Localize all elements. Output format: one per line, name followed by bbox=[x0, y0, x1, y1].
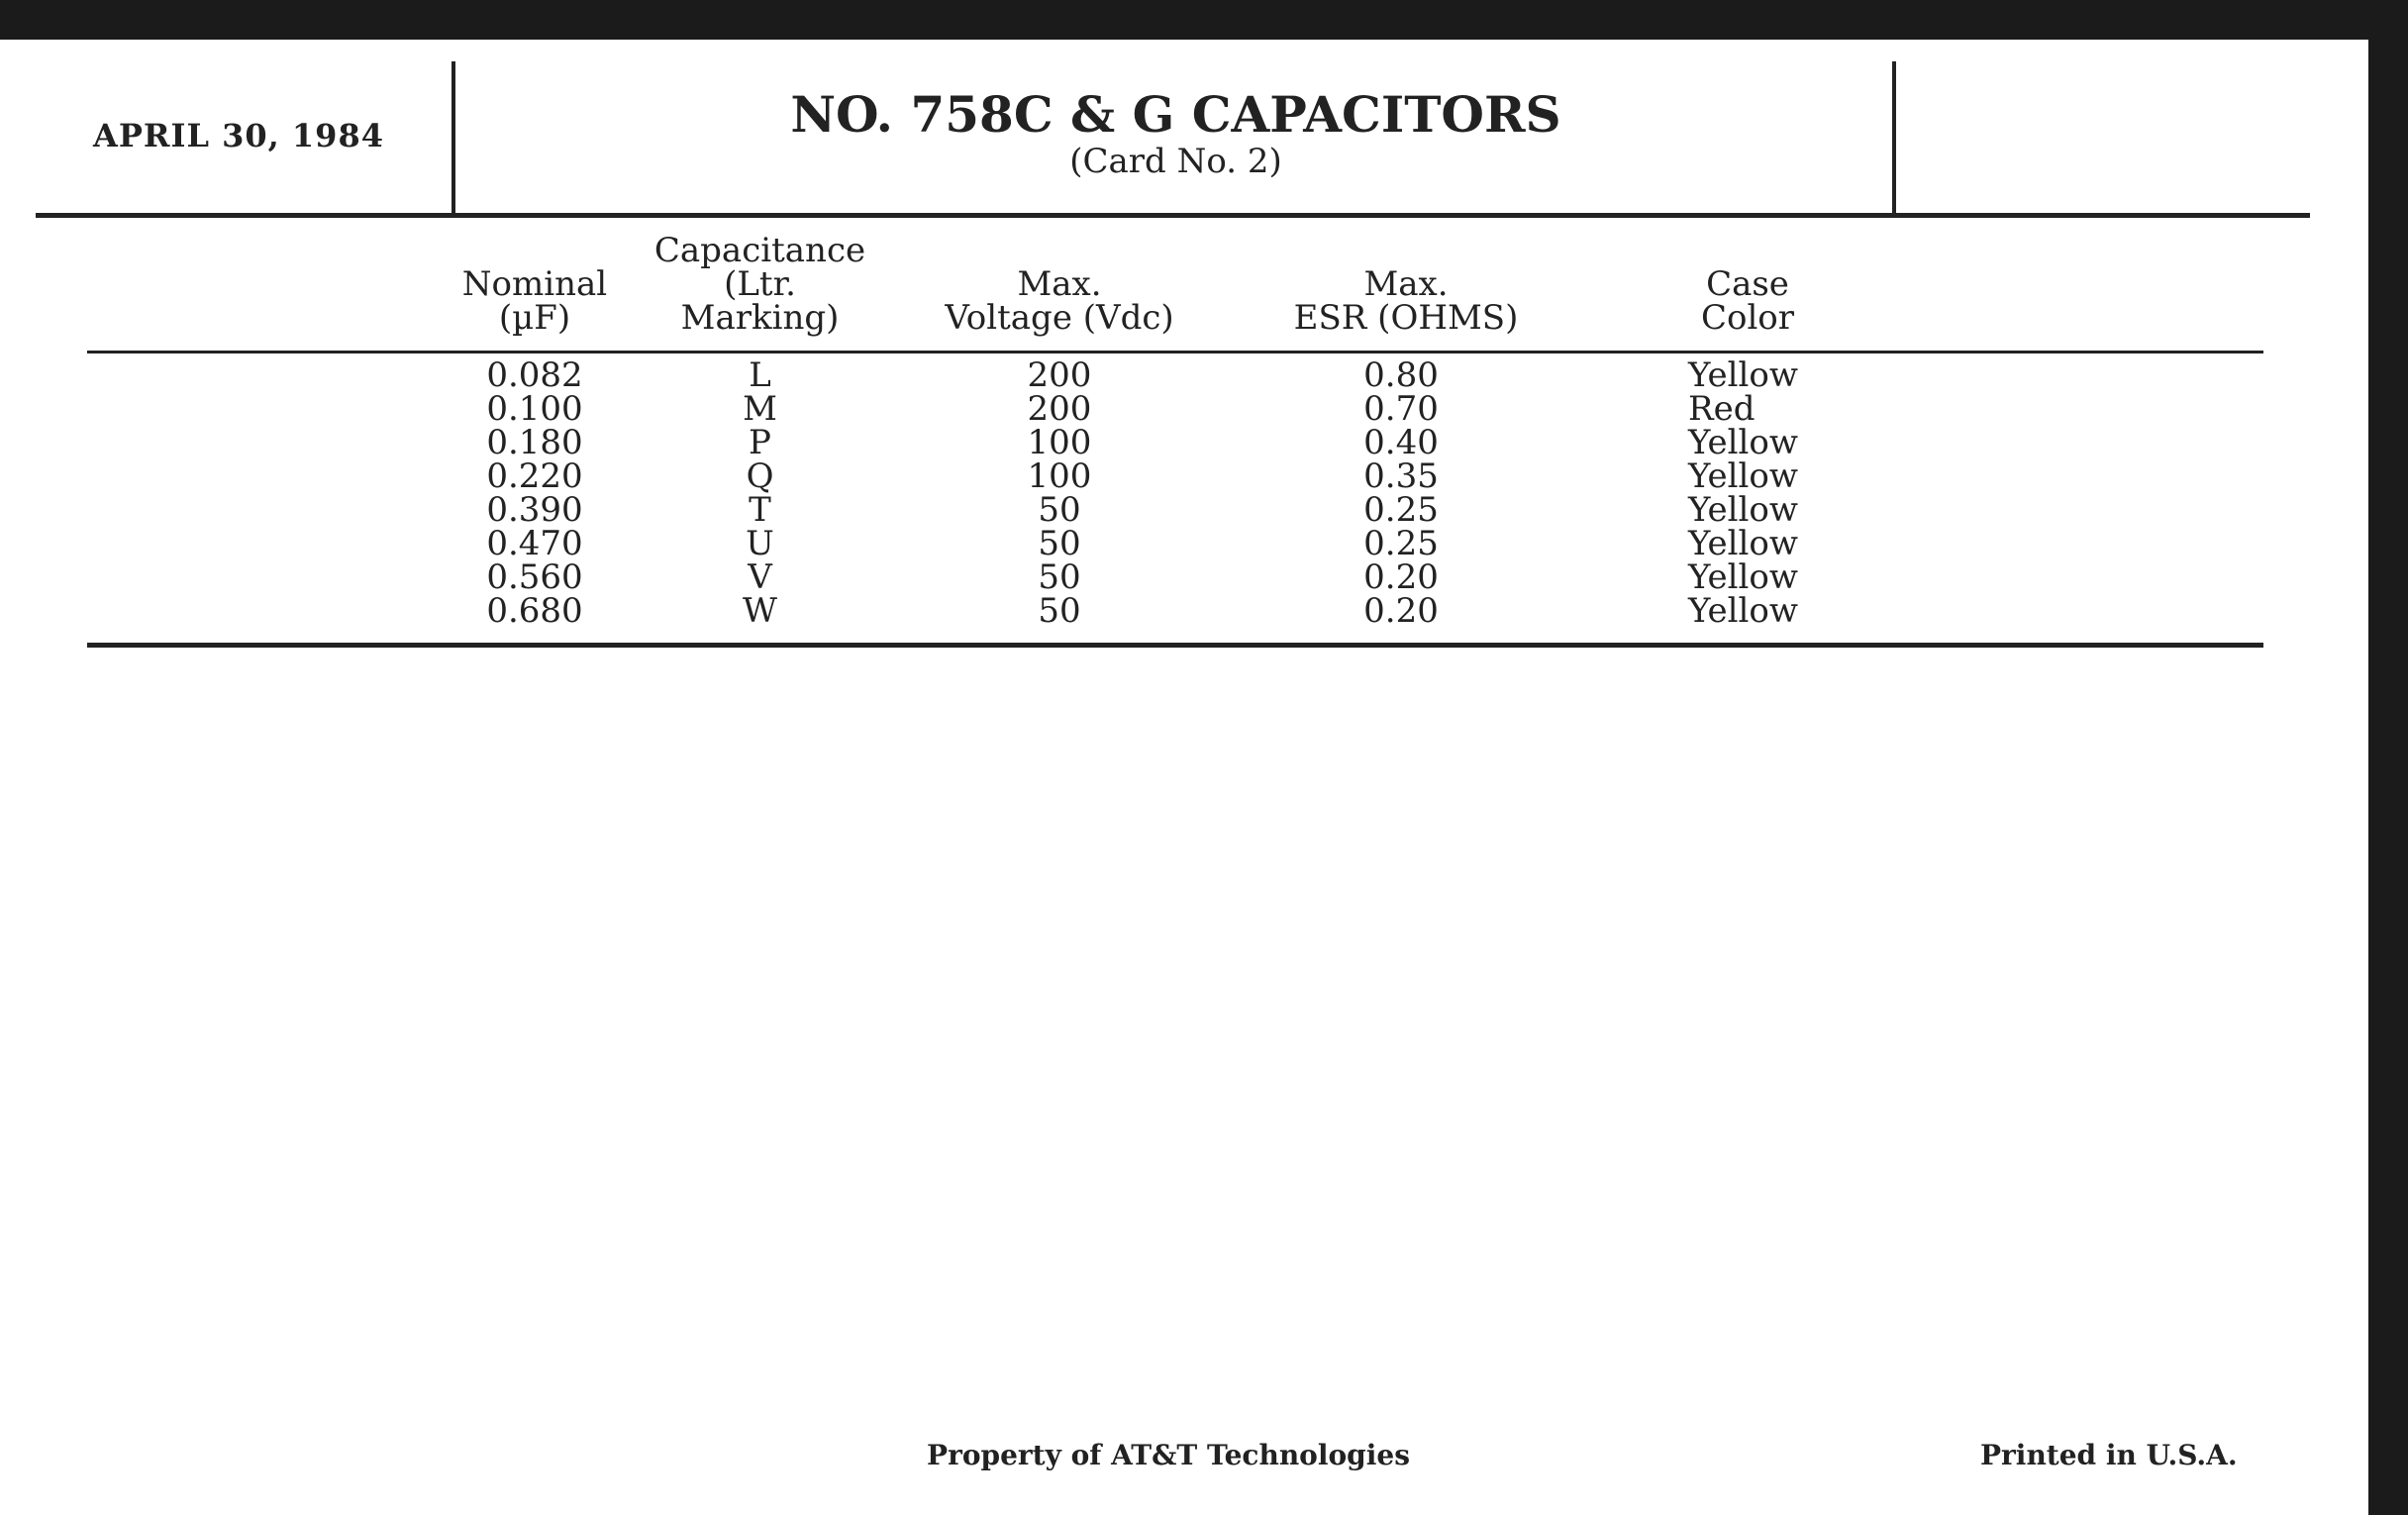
nominal-cell: 0.180 bbox=[486, 423, 583, 462]
nominal-cell: 0.680 bbox=[486, 591, 583, 631]
marking-cell: Q bbox=[746, 456, 774, 496]
voltage-cell: 50 bbox=[1038, 490, 1081, 530]
marking-cell: V bbox=[748, 557, 772, 597]
table-row bbox=[0, 490, 2368, 530]
table-row bbox=[0, 456, 2368, 496]
marking-cell: W bbox=[743, 591, 777, 631]
table-row bbox=[0, 591, 2368, 631]
table-row bbox=[0, 524, 2368, 563]
marking-cell: U bbox=[746, 524, 774, 563]
marking-cell: T bbox=[749, 490, 771, 530]
voltage-cell: 200 bbox=[1027, 355, 1092, 395]
table-row bbox=[0, 557, 2368, 597]
marking-cell: P bbox=[749, 423, 771, 462]
property-notice: Property of AT&T Technologies bbox=[927, 1439, 1410, 1471]
case-color-cell: Red bbox=[1688, 389, 1756, 429]
reference-card bbox=[0, 40, 2368, 1515]
nominal-cell: 0.390 bbox=[486, 490, 583, 530]
voltage-cell: 200 bbox=[1027, 389, 1092, 429]
esr-cell: 0.20 bbox=[1363, 591, 1439, 631]
case-color-cell: Yellow bbox=[1688, 355, 1798, 395]
case-color-cell: Yellow bbox=[1688, 423, 1798, 462]
nominal-cell: 0.082 bbox=[486, 355, 583, 395]
table-row bbox=[0, 355, 2368, 395]
nominal-cell: 0.560 bbox=[486, 557, 583, 597]
table-row bbox=[0, 423, 2368, 462]
card-title: NO. 758C & G CAPACITORS bbox=[790, 85, 1561, 144]
esr-cell: 0.80 bbox=[1363, 355, 1439, 395]
nominal-cell: 0.220 bbox=[486, 456, 583, 496]
case-color-cell: Yellow bbox=[1688, 490, 1798, 530]
nominal-cell: 0.100 bbox=[486, 389, 583, 429]
column-header-nominal: Nominal (µF) bbox=[461, 264, 608, 338]
case-color-cell: Yellow bbox=[1688, 524, 1798, 563]
esr-cell: 0.40 bbox=[1363, 423, 1439, 462]
column-header-esr: Max. ESR (OHMS) bbox=[1293, 264, 1519, 338]
marking-cell: L bbox=[749, 355, 771, 395]
card-date: APRIL 30, 1984 bbox=[93, 117, 384, 154]
table-bottom-rule bbox=[87, 643, 2263, 648]
esr-cell: 0.35 bbox=[1363, 456, 1439, 496]
printed-in-notice: Printed in U.S.A. bbox=[1980, 1439, 2238, 1471]
esr-cell: 0.25 bbox=[1363, 524, 1439, 563]
nominal-cell: 0.470 bbox=[486, 524, 583, 563]
table-body bbox=[0, 355, 2368, 631]
esr-cell: 0.20 bbox=[1363, 557, 1439, 597]
case-color-cell: Yellow bbox=[1688, 557, 1798, 597]
header-divider-right bbox=[1892, 61, 1896, 214]
card-subtitle: (Card No. 2) bbox=[1069, 142, 1282, 181]
esr-cell: 0.25 bbox=[1363, 490, 1439, 530]
header-bottom-rule bbox=[36, 213, 2310, 218]
case-color-cell: Yellow bbox=[1688, 456, 1798, 496]
column-header-voltage: Max. Voltage (Vdc) bbox=[945, 264, 1174, 338]
case-color-cell: Yellow bbox=[1688, 591, 1798, 631]
voltage-cell: 100 bbox=[1027, 456, 1092, 496]
marking-cell: M bbox=[743, 389, 777, 429]
voltage-cell: 50 bbox=[1038, 557, 1081, 597]
voltage-cell: 50 bbox=[1038, 591, 1081, 631]
voltage-cell: 100 bbox=[1027, 423, 1092, 462]
voltage-cell: 50 bbox=[1038, 524, 1081, 563]
column-header-case-color: Case Color bbox=[1700, 264, 1795, 338]
esr-cell: 0.70 bbox=[1363, 389, 1439, 429]
column-header-capacitance: Capacitance (Ltr. Marking) bbox=[653, 231, 866, 338]
table-row bbox=[0, 389, 2368, 429]
table-header-rule bbox=[87, 351, 2263, 354]
